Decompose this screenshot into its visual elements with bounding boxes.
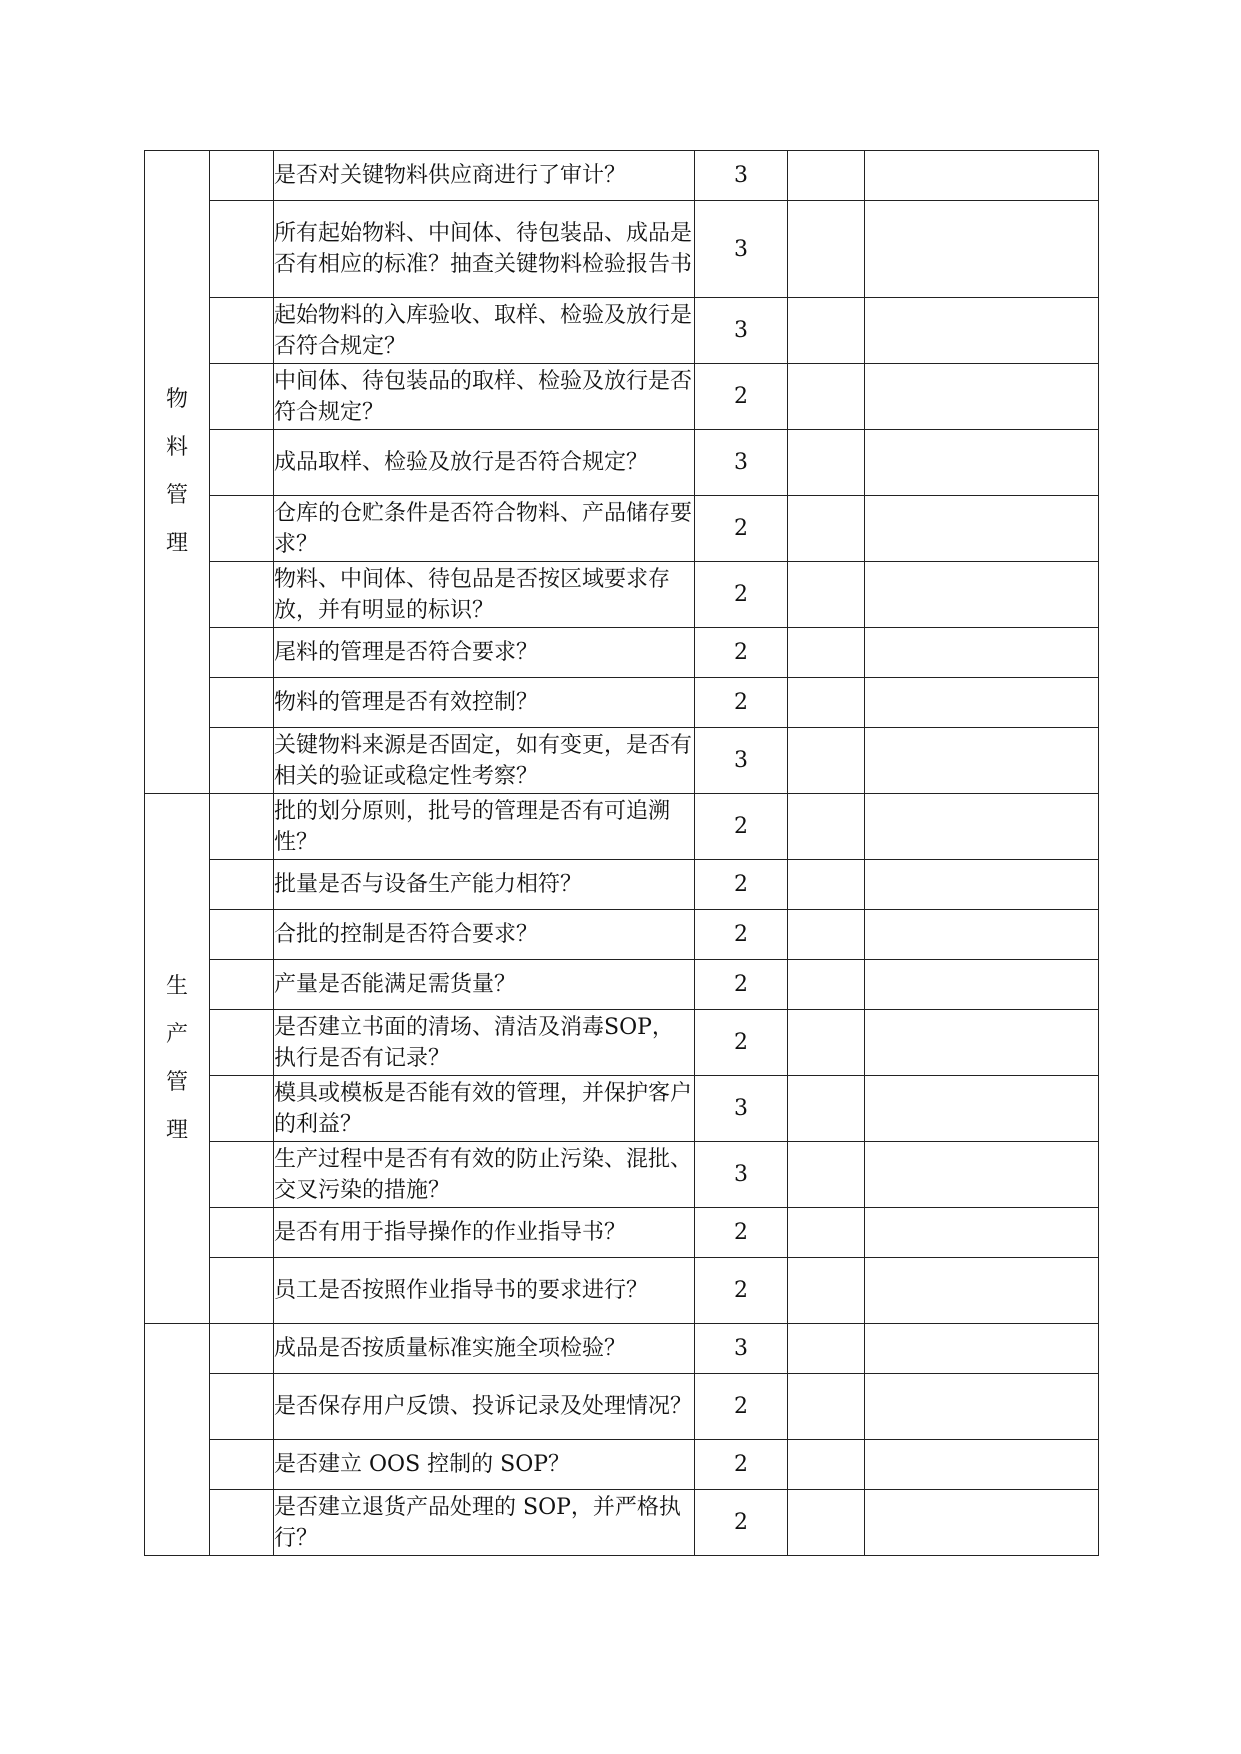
score-cell: 2 [695, 562, 788, 628]
category-cell-unlabeled [145, 1324, 210, 1556]
sub-cell [210, 1076, 274, 1142]
sub-cell [210, 1440, 274, 1490]
table-row [145, 1076, 1099, 1142]
table-row [145, 910, 1099, 960]
sub-cell [210, 1324, 274, 1374]
sub-cell [210, 1258, 274, 1324]
score-cell: 3 [695, 430, 788, 496]
remarks-cell [865, 794, 1099, 860]
blank-cell [788, 151, 865, 201]
blank-cell [788, 1490, 865, 1556]
table-row [145, 201, 1099, 298]
blank-cell [788, 496, 865, 562]
table-row [145, 728, 1099, 794]
score-cell: 2 [695, 960, 788, 1010]
score-cell: 2 [695, 794, 788, 860]
table-row [145, 860, 1099, 910]
blank-cell [788, 298, 865, 364]
check-item: 成品取样、检验及放行是否符合规定？ [274, 430, 695, 496]
sub-cell [210, 1142, 274, 1208]
blank-cell [788, 1374, 865, 1440]
category-cell-production-management [145, 794, 210, 1324]
sub-cell [210, 1208, 274, 1258]
score-cell: 2 [695, 1490, 788, 1556]
blank-cell [788, 678, 865, 728]
table-row [145, 1142, 1099, 1208]
sub-cell [210, 728, 274, 794]
blank-cell [788, 960, 865, 1010]
table-row [145, 364, 1099, 430]
table-row [145, 496, 1099, 562]
check-item: 成品是否按质量标准实施全项检验？ [274, 1324, 695, 1374]
blank-cell [788, 1258, 865, 1324]
category-label: 生 产 管 理 [165, 973, 188, 1143]
remarks-cell [865, 728, 1099, 794]
blank-cell [788, 430, 865, 496]
table-row [145, 960, 1099, 1010]
remarks-cell [865, 1374, 1099, 1440]
score-cell: 2 [695, 1010, 788, 1076]
score-cell: 2 [695, 1208, 788, 1258]
score-cell: 3 [695, 151, 788, 201]
table-row [145, 1010, 1099, 1076]
table-row [145, 628, 1099, 678]
remarks-cell [865, 628, 1099, 678]
remarks-cell [865, 1324, 1099, 1374]
table-row [145, 298, 1099, 364]
table-row [145, 794, 1099, 860]
sub-cell [210, 562, 274, 628]
check-item: 物料、中间体、待包品是否按区域要求存放，并有明显的标识？ [274, 562, 695, 628]
score-cell: 2 [695, 1374, 788, 1440]
remarks-cell [865, 298, 1099, 364]
check-item: 合批的控制是否符合要求？ [274, 910, 695, 960]
check-item: 中间体、待包装品的取样、检验及放行是否符合规定？ [274, 364, 695, 430]
check-item: 仓库的仓贮条件是否符合物料、产品储存要求？ [274, 496, 695, 562]
score-cell: 2 [695, 364, 788, 430]
score-cell: 3 [695, 201, 788, 298]
category-cell-material-management [145, 151, 210, 794]
table-row [145, 1208, 1099, 1258]
remarks-cell [865, 496, 1099, 562]
remarks-cell [865, 1142, 1099, 1208]
sub-cell [210, 910, 274, 960]
remarks-cell [865, 678, 1099, 728]
check-item: 所有起始物料、中间体、待包装品、成品是否有相应的标准？抽查关键物料检验报告书 [274, 201, 695, 298]
remarks-cell [865, 1258, 1099, 1324]
blank-cell [788, 860, 865, 910]
remarks-cell [865, 1490, 1099, 1556]
check-item: 是否有用于指导操作的作业指导书？ [274, 1208, 695, 1258]
check-item: 是否保存用户反馈、投诉记录及处理情况？ [274, 1374, 695, 1440]
table-row [145, 1490, 1099, 1556]
remarks-cell [865, 562, 1099, 628]
check-item: 批量是否与设备生产能力相符？ [274, 860, 695, 910]
check-item: 是否建立退货产品处理的 SOP，并严格执行？ [274, 1490, 695, 1556]
remarks-cell [865, 364, 1099, 430]
remarks-cell [865, 1208, 1099, 1258]
sub-cell [210, 794, 274, 860]
category-label: 物 料 管 理 [165, 387, 188, 556]
table-row [145, 151, 1099, 201]
sub-cell [210, 364, 274, 430]
remarks-cell [865, 1440, 1099, 1490]
score-cell: 3 [695, 728, 788, 794]
remarks-cell [865, 201, 1099, 298]
table-row [145, 562, 1099, 628]
sub-cell [210, 496, 274, 562]
blank-cell [788, 628, 865, 678]
sub-cell [210, 430, 274, 496]
score-cell: 2 [695, 628, 788, 678]
check-item: 起始物料的入库验收、取样、检验及放行是否符合规定？ [274, 298, 695, 364]
score-cell: 3 [695, 1076, 788, 1142]
blank-cell [788, 1010, 865, 1076]
sub-cell [210, 678, 274, 728]
sub-cell [210, 201, 274, 298]
table-row [145, 1324, 1099, 1374]
score-cell: 2 [695, 496, 788, 562]
remarks-cell [865, 151, 1099, 201]
blank-cell [788, 794, 865, 860]
blank-cell [788, 1440, 865, 1490]
score-cell: 2 [695, 1258, 788, 1324]
check-item: 尾料的管理是否符合要求？ [274, 628, 695, 678]
check-item: 模具或模板是否能有效的管理，并保护客户的利益？ [274, 1076, 695, 1142]
remarks-cell [865, 860, 1099, 910]
check-item: 批的划分原则，批号的管理是否有可追溯性？ [274, 794, 695, 860]
check-item: 物料的管理是否有效控制？ [274, 678, 695, 728]
check-item: 产量是否能满足需货量？ [274, 960, 695, 1010]
score-cell: 2 [695, 1440, 788, 1490]
score-cell: 2 [695, 678, 788, 728]
remarks-cell [865, 910, 1099, 960]
score-cell: 3 [695, 298, 788, 364]
sub-cell [210, 151, 274, 201]
check-item: 是否建立书面的清场、清洁及消毒SOP，执行是否有记录？ [274, 1010, 695, 1076]
blank-cell [788, 728, 865, 794]
blank-cell [788, 201, 865, 298]
table-row [145, 1258, 1099, 1324]
check-item: 生产过程中是否有有效的防止污染、混批、交叉污染的措施？ [274, 1142, 695, 1208]
remarks-cell [865, 430, 1099, 496]
blank-cell [788, 1208, 865, 1258]
remarks-cell [865, 1076, 1099, 1142]
blank-cell [788, 1324, 865, 1374]
check-item: 是否建立 OOS 控制的 SOP？ [274, 1440, 695, 1490]
table-row [145, 430, 1099, 496]
blank-cell [788, 1142, 865, 1208]
check-item: 员工是否按照作业指导书的要求进行？ [274, 1258, 695, 1324]
score-cell: 3 [695, 1142, 788, 1208]
sub-cell [210, 298, 274, 364]
sub-cell [210, 1374, 274, 1440]
table-row [145, 1374, 1099, 1440]
sub-cell [210, 860, 274, 910]
blank-cell [788, 562, 865, 628]
table-row [145, 1440, 1099, 1490]
sub-cell [210, 1010, 274, 1076]
score-cell: 2 [695, 860, 788, 910]
sub-cell [210, 960, 274, 1010]
blank-cell [788, 1076, 865, 1142]
blank-cell [788, 364, 865, 430]
check-item: 是否对关键物料供应商进行了审计？ [274, 151, 695, 201]
blank-cell [788, 910, 865, 960]
score-cell: 2 [695, 910, 788, 960]
audit-checklist-table [144, 150, 1099, 1556]
remarks-cell [865, 1010, 1099, 1076]
table-row [145, 678, 1099, 728]
sub-cell [210, 1490, 274, 1556]
remarks-cell [865, 960, 1099, 1010]
check-item: 关键物料来源是否固定，如有变更，是否有相关的验证或稳定性考察？ [274, 728, 695, 794]
sub-cell [210, 628, 274, 678]
score-cell: 3 [695, 1324, 788, 1374]
